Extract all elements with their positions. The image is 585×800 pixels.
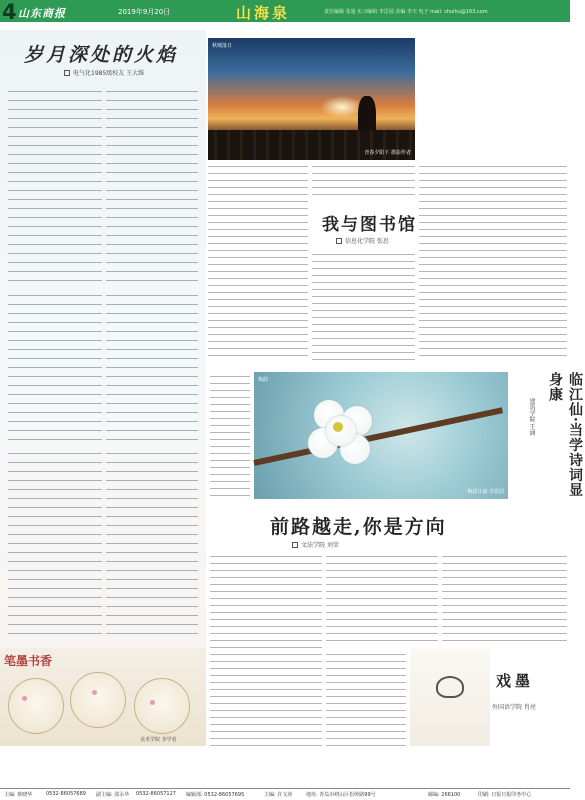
blossom <box>22 696 27 701</box>
footer-address: 地址: 青岛市崂山区松岭路99号 <box>306 792 376 798</box>
footer-zipcode: 邮编: 266100 <box>428 792 461 798</box>
byline-marker-icon <box>336 238 342 244</box>
sunset-photo <box>208 38 415 160</box>
header-staff: 责任编辑 张通 实习编辑 李思园 美编 李天 电子 mail: shuihu@163.com <box>324 9 488 15</box>
future-article-title: 前路越走,你是方向 <box>270 516 447 538</box>
blossom <box>92 690 97 695</box>
painting-title: 笔墨书香 <box>4 654 53 668</box>
footer-phone-1: 0532-86057689 <box>46 791 86 797</box>
column-name: 山海泉 <box>236 4 291 22</box>
issue-date: 2019年9月20日 <box>118 8 171 16</box>
branch <box>253 407 503 466</box>
poem-stanza-3a <box>8 448 102 638</box>
flower-center <box>333 422 343 432</box>
sunset-caption-bottom: 青春夕阳下 摄影作者 <box>364 150 411 156</box>
flower-caption-top: 梅韵 <box>258 377 269 383</box>
bird-sketch <box>436 676 464 698</box>
sketch-byline: 外国语学院 肖亮 <box>492 704 536 711</box>
calligraphy-painting <box>0 648 206 746</box>
footer-editor: 主编: 蔡晓华 <box>4 792 33 798</box>
fan-painting <box>134 678 190 734</box>
poem-title: 岁月深处的火焰 <box>24 44 179 66</box>
poem-stanza-1b <box>106 86 198 282</box>
byline-marker-icon <box>64 70 70 76</box>
library-article-col-2a <box>312 162 415 200</box>
library-article-col-1 <box>208 162 308 362</box>
footer-publisher: 主编: 许文涛 <box>264 792 293 798</box>
poem-stanza-1a <box>8 86 102 282</box>
sketch-title: 戏墨 <box>496 672 535 690</box>
ink-sketch <box>410 648 490 746</box>
fan-painting <box>8 678 64 734</box>
linjiangxian-text-left <box>210 372 250 500</box>
blossom <box>150 700 155 705</box>
linjiangxian-title: 临江仙·当学诗词显身康 <box>547 372 583 498</box>
fan-painting <box>70 672 126 728</box>
linjiangxian-block <box>519 372 583 502</box>
poem-stanza-2b <box>106 290 198 440</box>
page-number: 4 <box>2 0 17 24</box>
page-header <box>0 0 570 30</box>
byline-marker-icon <box>292 542 298 548</box>
library-article-col-2b <box>312 250 415 362</box>
linjiangxian-byline: 建筑学院 王涵 <box>528 398 535 436</box>
footer-printer: 印刷: 日报日报印务中心 <box>478 792 532 798</box>
paper-name: 山东商报 <box>18 7 66 20</box>
footer-office: 编辑部: 0532-86057695 <box>186 792 245 798</box>
footer-deputy: 副主编: 邵永华 <box>96 792 130 798</box>
future-article-col-2 <box>326 552 438 646</box>
poem-stanza-2a <box>8 290 102 440</box>
poem-stanza-3b <box>106 448 198 638</box>
sunset-caption-top: 秋城落日 <box>212 43 233 49</box>
library-article-col-3 <box>419 162 567 362</box>
future-article-col-3 <box>442 552 567 646</box>
poem-byline: 电气化1985级校友 王大维 <box>64 68 144 77</box>
page-footer <box>0 788 570 800</box>
library-article-title: 我与图书馆 <box>322 215 417 235</box>
future-article-col-1 <box>210 552 322 748</box>
footer-phone-2: 0532-86057127 <box>136 791 176 797</box>
sketch-text-left <box>326 650 406 746</box>
flower-caption-bottom: 梅韵江南·李思园 <box>467 489 504 495</box>
flower-photo <box>254 372 508 499</box>
future-article-byline: 文法学院 刘莹 <box>292 540 339 549</box>
library-article-byline: 信息化学院 张思 <box>336 236 389 245</box>
painting-caption: 美术学院 李学者 <box>140 737 177 743</box>
